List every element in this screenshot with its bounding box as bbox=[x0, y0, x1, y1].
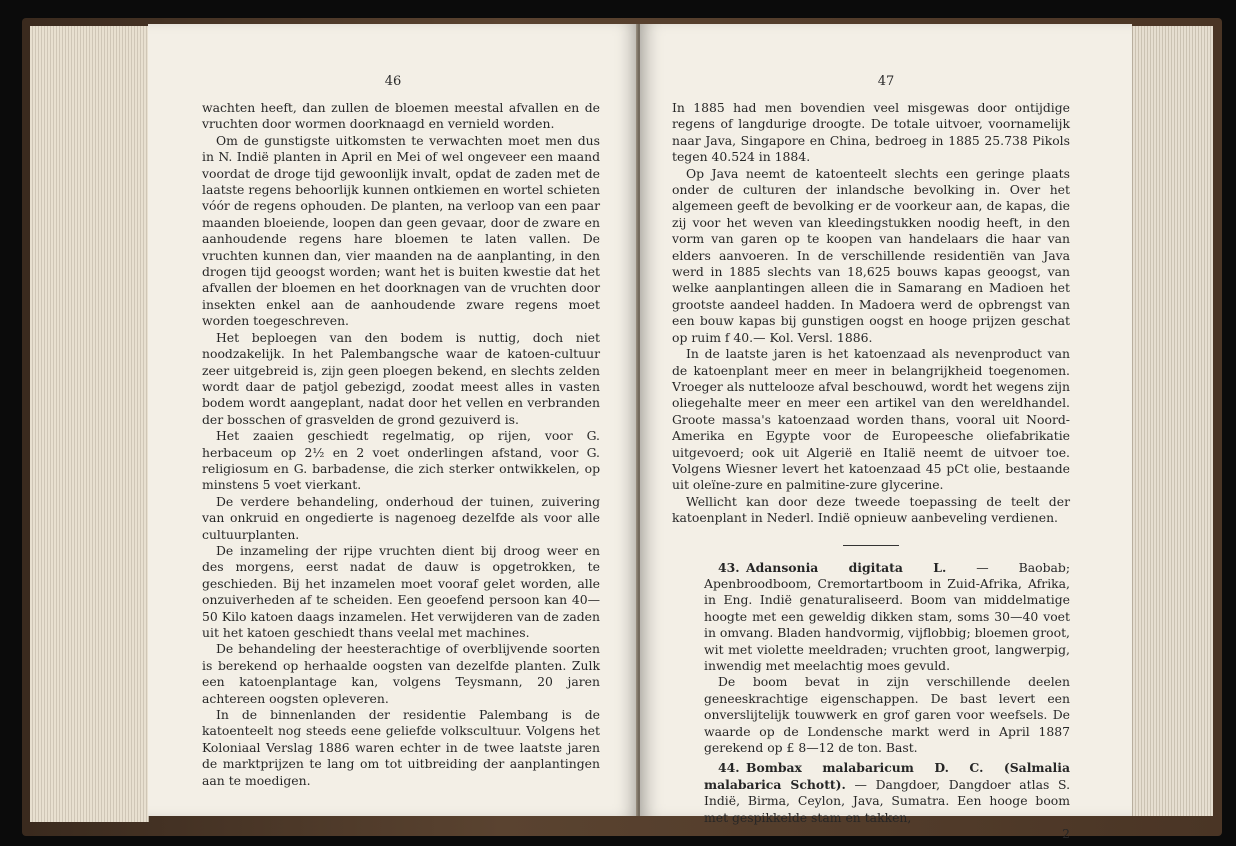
page-edges-right bbox=[1132, 26, 1213, 816]
left-page-text bbox=[202, 100, 600, 789]
page-number-right: 47 bbox=[877, 74, 895, 89]
paragraph: Het beploegen van den bodem is nuttig, doch niet noodzakelijk. In het Palembangsche waar de katoen-cultuur zeer uitgebreid is, zijn geen ploegen bekend, en slechts zelden wordt daar de patjol gebezigd, zoodat meest alles in vasten bodem wordt aangeplant, nadat door het vellen en verbranden der bosschen of grasvelden de grond gezuiverd is. bbox=[202, 329, 600, 427]
paragraph: Wellicht kan door deze tweede toepassing de teelt der katoenplant in Nederl. Indië opnieuw aanbeveling verdienen. bbox=[672, 493, 1070, 526]
entry-heading: Adansonia digitata L. bbox=[746, 559, 947, 575]
page-number-left: 46 bbox=[384, 74, 402, 89]
entry-number: 43. bbox=[718, 559, 740, 575]
right-page bbox=[640, 24, 1132, 842]
entry-43-detail: De boom bevat in zijn verschillende deelen geneeskrachtige eigenschappen. De bast levert een onverslijtelijk touwwerk en grof garen voor weefsels. De waarde op de Londensche markt werd in April 1887 gerekend op £ 8—12 de ton. Bast. bbox=[704, 674, 1070, 756]
entry-43 bbox=[672, 560, 1070, 675]
paragraph: In de laatste jaren is het katoenzaad als nevenproduct van de katoenplant meer en meer in belangrijkheid toegenomen. Vroeger als nuttelooze afval beschouwd, wordt het wegens zijn oliegehalte meer en meer een artikel van den wereldhandel. Groote massa's katoenzaad worden thans, vooral uit Noord-Amerika en Egypte voor de Europeesche oliefabrikatie uitgevoerd; ook uit Algerië en Italië neemt de uitvoer toe. Volgens Wiesner levert het katoenzaad 45 pCt olie, bestaande uit oleïne-zure en palmitine-zure glycerine. bbox=[672, 346, 1070, 493]
paragraph: wachten heeft, dan zullen de bloemen meestal afvallen en de vruchten door wormen doorknaagd en vernield worden. bbox=[202, 100, 600, 132]
right-page-text bbox=[672, 100, 1070, 842]
signature-mark: 2 bbox=[1062, 826, 1070, 842]
entry-number: 44. bbox=[718, 760, 740, 776]
entry-body: — Dangdoer, Dangdoer atlas S. Indië, Birma, Ceylon, Java, Sumatra. Een hooge boom met gespikkelde stam en takken, bbox=[704, 776, 1071, 825]
paragraph: Op Java neemt de katoenteelt slechts een geringe plaats onder de culturen der inlandsche bevolking in. Over het algemeen geeft de bevolking er de voorkeur aan, de kapas, die zij voor het weven van kleedingstukken noodig heeft, in den vorm van garen op te koopen van handelaars die haar van elders aanvoeren. In de verschillende residentiën van Java werd in 1885 slechts van 18,625 bouws kapas geoogst, van welke aanplantingen alleen die in Samarang en Madioen het grootste aandeel hadden. In Madoera werd de opbrengst van een bouw kapas bij gunstigen oogst en hooge prijzen geschat op ruim f 40.— Kol. Versl. 1886. bbox=[672, 165, 1070, 345]
paragraph: De verdere behandeling, onderhoud der tuinen, zuivering van onkruid en ongedierte is nagenoeg dezelfde als voor alle cultuurplanten. bbox=[202, 493, 600, 542]
section-divider bbox=[843, 545, 899, 546]
entry-body: — Baobab; Apenbroodboom, Cremortartboom in Zuid-Afrika, Afrika, in Eng. Indië genaturaliseerd. Boom van middelmatige hoogte met een geweldig dikken stam, soms 30—40 voet in omvang. Bladen handvormig, vijflobbig; bloemen groot, wit met violette meeldraden; vruchten groot, langwerpig, inwendig met meelachtig moes gevuld. bbox=[704, 559, 1070, 673]
entry-44 bbox=[672, 760, 1070, 826]
paragraph: Het zaaien geschiedt regelmatig, op rijen, voor G. herbaceum op 2½ en 2 voet onderlingen afstand, voor G. religiosum en G. barbadense, die zich sterker ontwikkelen, op minstens 5 voet vierkant. bbox=[202, 428, 600, 493]
entry-heading: Bombax malabaricum D. C. (Salmalia malabarica Schott). bbox=[704, 760, 1070, 792]
paragraph: Om de gunstigste uitkomsten te verwachten moet men dus in N. Indië planten in April en Mei of wel ongeveer een maand voordat de droge tijd gewoonlijk invalt, opdat de zaden met de laatste regens behoorlijk kunnen ontkiemen en wortel schieten vóór de regens ophouden. De planten, na verloop van een paar maanden bloeiende, loopen dan geen gevaar, door de zware en aanhoudende regens hare bloemen te laten vallen. De vruchten kunnen dan, vier maanden na de aanplanting, in den drogen tijd geoogst worden; want het is buiten kwestie dat het afvallen der bloemen en het doorknagen van de vruchten door insekten enkel aan de aanhoudende zware regens moet worden toegeschreven. bbox=[202, 132, 600, 329]
paragraph: De inzameling der rijpe vruchten dient bij droog weer en des morgens, eerst nadat de dauw is opgetrokken, te geschieden. Bij het inzamelen moet vooraf gelet worden, alle onzuiverheden af te scheiden. Een geoefend persoon kan 40—50 Kilo katoen daags inzamelen. Het verwijderen van de zaden uit het katoen geschiedt thans veelal met machines. bbox=[202, 542, 600, 640]
page-edges-left bbox=[30, 26, 149, 822]
paragraph: In 1885 had men bovendien veel misgewas door ontijdige regens of langdurige droogte. De totale uitvoer, voornamelijk naar Java, Singapore en China, bedroeg in 1885 25.738 Pikols tegen 40.524 in 1884. bbox=[672, 100, 1070, 165]
left-page bbox=[148, 24, 638, 816]
paragraph: In de binnenlanden der residentie Palembang is de katoenteelt nog steeds eene geliefde volkscultuur. Volgens het Koloniaal Verslag 1886 waren echter in de twee laatste jaren de marktprijzen te lang om tot uitbreiding der aanplantingen aan te moedigen. bbox=[202, 707, 600, 788]
paragraph: De behandeling der heesterachtige of overblijvende soorten is berekend op herhaalde oogsten van dezelfde planten. Zulk een katoenplantage kan, volgens Teysmann, 20 jaren achtereen oogsten opleveren. bbox=[202, 641, 600, 706]
